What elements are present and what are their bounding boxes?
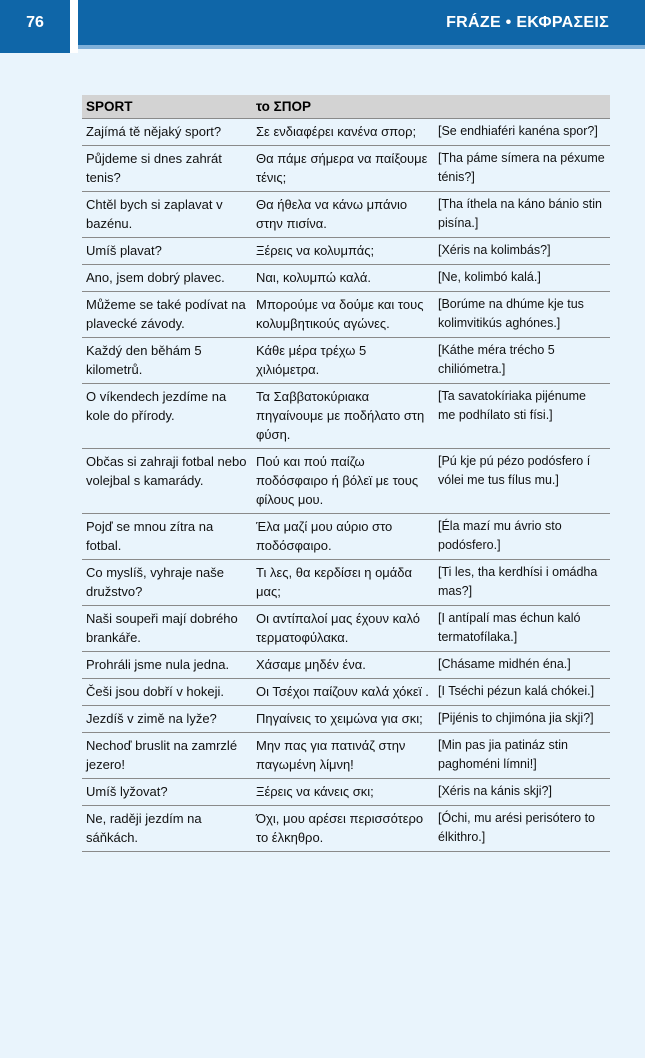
- phrase-table: [82, 95, 610, 852]
- table-row: [82, 192, 610, 238]
- translit-cell: [Káthe méra trécho 5 chiliómetra.]: [434, 338, 610, 384]
- translit-cell: [Min pas jia patináz stin paghoméni límni!]: [434, 733, 610, 779]
- header-gap: [70, 0, 78, 53]
- header-translit: [434, 95, 610, 119]
- greek-cell: Θα πάμε σήμερα να παίξουμε τένις;: [252, 146, 434, 192]
- greek-cell: Τι λες, θα κερδίσει η ομάδα μας;: [252, 560, 434, 606]
- czech-cell: Ano, jsem dobrý plavec.: [82, 265, 252, 292]
- translit-cell: [Pú kje pú pézo podósfero í vólei me tus fílus mu.]: [434, 449, 610, 514]
- translit-cell: [Ti les, tha kerdhísi i omádha mas?]: [434, 560, 610, 606]
- table-row: [82, 384, 610, 449]
- greek-cell: Ναι, κολυμπώ καλά.: [252, 265, 434, 292]
- translit-cell: [Éla mazí mu ávrio sto podósfero.]: [434, 514, 610, 560]
- czech-cell: Každý den běhám 5 kilometrů.: [82, 338, 252, 384]
- czech-cell: Umíš lyžovat?: [82, 779, 252, 806]
- greek-cell: Ξέρεις να κολυμπάς;: [252, 238, 434, 265]
- czech-cell: Umíš plavat?: [82, 238, 252, 265]
- page-header: [0, 0, 645, 53]
- translit-cell: [Tha íthela na káno bánio stin pisína.]: [434, 192, 610, 238]
- translit-cell: [I antípalí mas échun kaló termatofílaka.]: [434, 606, 610, 652]
- header-czech: SPORT: [82, 95, 252, 119]
- table-row: [82, 806, 610, 852]
- greek-cell: Όχι, μου αρέσει περισσότερο το έλκηθρο.: [252, 806, 434, 852]
- greek-cell: Μπορούμε να δούμε και τους κολυμβητικούς αγώνες.: [252, 292, 434, 338]
- translit-cell: [Tha páme símera na péxume ténis?]: [434, 146, 610, 192]
- table-row: [82, 338, 610, 384]
- czech-cell: Pojď se mnou zítra na fotbal.: [82, 514, 252, 560]
- table-row: [82, 560, 610, 606]
- czech-cell: Jezdíš v zimě na lyže?: [82, 706, 252, 733]
- greek-cell: Πού και πού παίζω ποδόσφαιρο ή βόλεϊ με τους φίλους μου.: [252, 449, 434, 514]
- greek-cell: Θα ήθελα να κάνω μπάνιο στην πισίνα.: [252, 192, 434, 238]
- czech-cell: Naši soupeři mají dobrého brankáře.: [82, 606, 252, 652]
- table-row: [82, 146, 610, 192]
- greek-cell: Οι αντίπαλοί μας έχουν καλό τερματοφύλακα.: [252, 606, 434, 652]
- translit-cell: [Borúme na dhúme kje tus kolimvitikús aghónes.]: [434, 292, 610, 338]
- greek-cell: Πηγαίνεις το χειμώνα για σκι;: [252, 706, 434, 733]
- czech-cell: Co myslíš, vyhraje naše družstvo?: [82, 560, 252, 606]
- greek-cell: Οι Τσέχοι παίζουν καλά χόκεϊ .: [252, 679, 434, 706]
- table-row: [82, 679, 610, 706]
- translit-cell: [Xéris na kolimbás?]: [434, 238, 610, 265]
- czech-cell: Půjdeme si dnes zahrát tenis?: [82, 146, 252, 192]
- czech-cell: Chtěl bych si zaplavat v bazénu.: [82, 192, 252, 238]
- table-row: [82, 514, 610, 560]
- greek-cell: Σε ενδιαφέρει κανένα σπορ;: [252, 119, 434, 146]
- translit-cell: [Pijénis to chjimóna jia skji?]: [434, 706, 610, 733]
- greek-cell: Τα Σαββατοκύριακα πηγαίνουμε με ποδήλατο στη φύση.: [252, 384, 434, 449]
- header-stripe: [0, 45, 645, 49]
- greek-cell: Ξέρεις να κάνεις σκι;: [252, 779, 434, 806]
- translit-cell: [Ne, kolimbó kalá.]: [434, 265, 610, 292]
- running-head: FRÁZE • ΕΚΦΡΑΣΕΙΣ: [446, 14, 609, 31]
- table-row: [82, 449, 610, 514]
- czech-cell: Ne, raději jezdím na sáňkách.: [82, 806, 252, 852]
- czech-cell: Nechoď bruslit na zamrzlé jezero!: [82, 733, 252, 779]
- translit-cell: [Ta savatokíriaka pijénume me podhílato sti físi.]: [434, 384, 610, 449]
- greek-cell: Χάσαμε μηδέν ένα.: [252, 652, 434, 679]
- translit-cell: [Chásame midhén éna.]: [434, 652, 610, 679]
- czech-cell: Zajímá tě nějaký sport?: [82, 119, 252, 146]
- page-number: 76: [26, 14, 44, 31]
- czech-cell: Češi jsou dobří v hokeji.: [82, 679, 252, 706]
- czech-cell: Prohráli jsme nula jedna.: [82, 652, 252, 679]
- table-row: [82, 733, 610, 779]
- header-greek: το ΣΠΟΡ: [252, 95, 434, 119]
- translit-cell: [Óchi, mu arési perisótero to élkithro.]: [434, 806, 610, 852]
- table-row: [82, 292, 610, 338]
- czech-cell: O víkendech jezdíme na kole do přírody.: [82, 384, 252, 449]
- greek-cell: Μην πας για πατινάζ στην παγωμένη λίμνη!: [252, 733, 434, 779]
- table-row: [82, 238, 610, 265]
- translit-cell: [I Tséchi pézun kalá chókei.]: [434, 679, 610, 706]
- translit-cell: [Se endhiaféri kanéna spor?]: [434, 119, 610, 146]
- greek-cell: Έλα μαζί μου αύριο στο ποδόσφαιρο.: [252, 514, 434, 560]
- table-row: [82, 779, 610, 806]
- czech-cell: Můžeme se také podívat na plavecké závody.: [82, 292, 252, 338]
- greek-cell: Κάθε μέρα τρέχω 5 χιλιόμετρα.: [252, 338, 434, 384]
- czech-cell: Občas si zahraji fotbal nebo volejbal s kamarády.: [82, 449, 252, 514]
- table-header-row: [82, 95, 610, 119]
- table-row: [82, 119, 610, 146]
- table-row: [82, 652, 610, 679]
- table-row: [82, 606, 610, 652]
- table-row: [82, 706, 610, 733]
- table-row: [82, 265, 610, 292]
- translit-cell: [Xéris na kánis skji?]: [434, 779, 610, 806]
